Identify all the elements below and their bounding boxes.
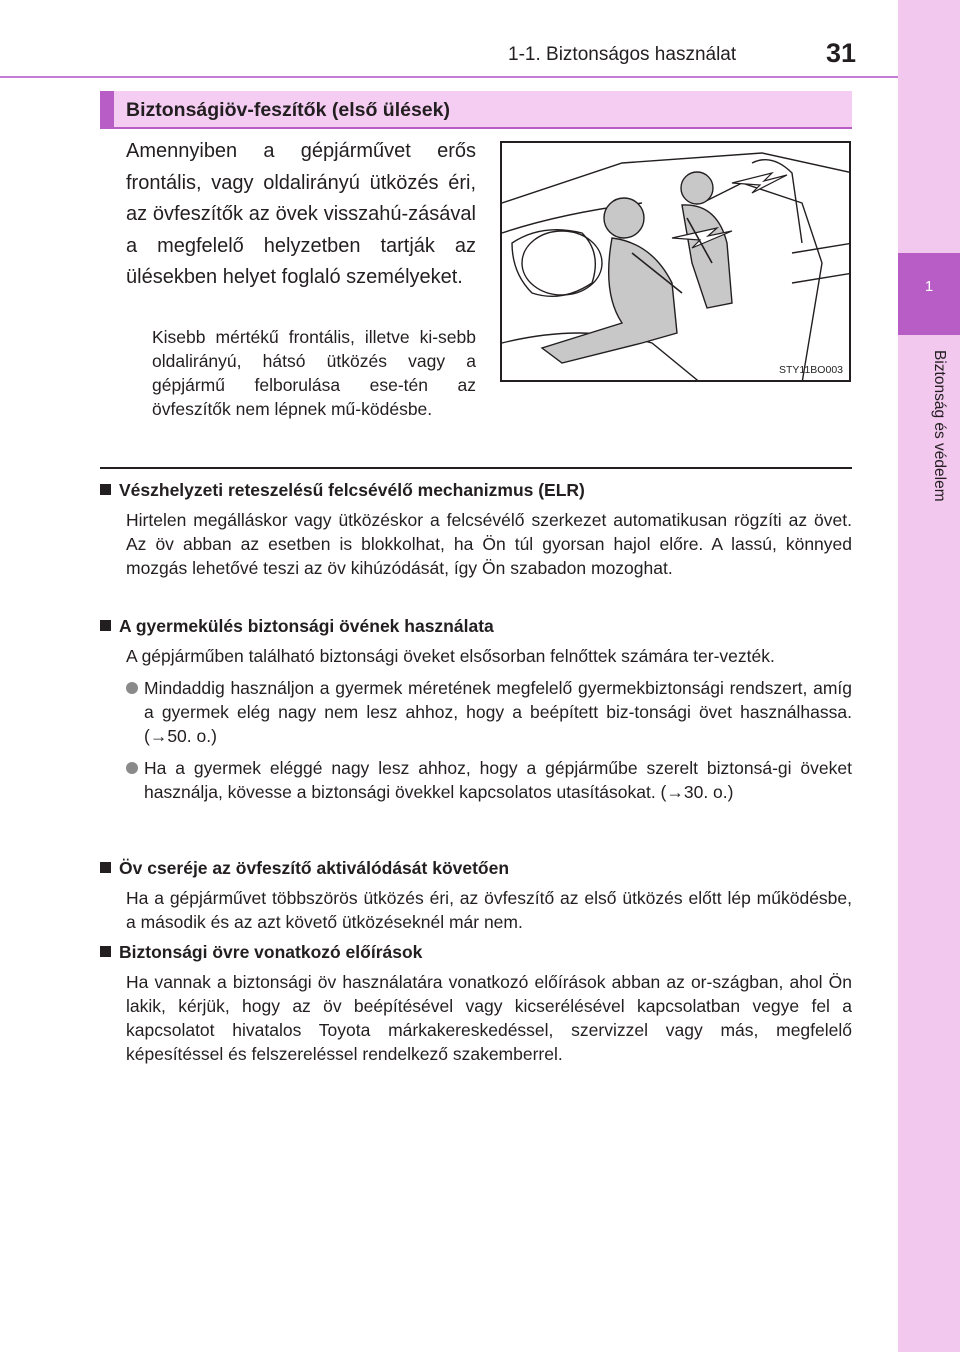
section-text: A gépjárműben található biztonsági öveket elsősorban felnőttek számára ter-vezték. [126,646,775,666]
square-bullet-icon [100,620,111,631]
pretensioner-illustration [500,141,851,382]
box-title-bar [100,91,852,129]
chapter-sidebar [898,0,960,1352]
square-bullet-icon [100,484,111,495]
list-item [126,676,852,748]
list-item [126,756,852,804]
square-bullet-icon [100,946,111,957]
figure-code: STY11BO003 [778,364,843,376]
section-child-seat [100,614,852,804]
list-item-text: Mindaddig használjon a gyermek méretének megfelelő gyermekbiztonsági rendszert, amíg a gyermek elég nagy nem lesz ahhoz, hogy a beépített biz-tonsági övet használhassa. (→50. o.) [144,678,852,746]
box-title: Biztonságiöv-feszítők (első ülések) [126,99,450,121]
section-heading [100,940,852,964]
section-elr [100,478,852,580]
car-interior-drawing [502,143,851,382]
section-regulations [100,940,852,1066]
section-replacement [100,856,852,934]
square-bullet-icon [100,862,111,873]
section-heading [100,478,852,502]
header-rule [0,76,898,78]
list-item-text: Ha a gyermek eléggé nagy lesz ahhoz, hogy a gépjárműbe szerelt biztonsá-gi öveket használja, kövesse a biztonsági övekkel kapcsolatos utasításokat. (→30. o.) [144,758,852,802]
section-title: 1-1. Biztonságos használat [508,44,737,65]
section-heading-text: A gyermekülés biztonsági övének használata [119,616,494,636]
section-heading [100,614,852,638]
chapter-number: 1 [924,278,934,295]
section-text: Hirtelen megálláskor vagy ütközéskor a felcsévélő szerkezet automatikusan rögzíti az övet. Az öv abban az esetben is blokkolhat, ha Ön túl gyorsan hajol előre. A lassú, könnyed mozgás lehetővé teszi az öv kihúzódását, így Ön szabadon mozoghat. [126,510,852,578]
round-bullet-icon [126,762,138,774]
section-heading-text: Vészhelyzeti reteszelésű felcsévélő mechanizmus (ELR) [119,480,585,500]
round-bullet-icon [126,682,138,694]
section-text: Ha vannak a biztonsági öv használatára vonatkozó előírások abban az or-szágban, ahol Ön lakik, kérjük, hogy az öv beépítésével vagy kicserélésével kapcsolatban vegye fel a kapcsolatot hivatalos Toyota márkakereskedéssel, szervizzel vagy más, megfelelő képesítéssel és felszereléssel rendelkező szakemberrel. [126,972,852,1064]
intro-note: Kisebb mértékű frontális, illetve ki-sebb oldalirányú, hátsó ütközés vagy a gépjármű felborulása ese-tén az övfeszítők nem lépnek mű-ködésbe. [152,327,476,419]
section-heading-text: Öv cseréje az övfeszítő aktiválódását követően [119,858,510,878]
intro-paragraph: Amennyiben a gépjárművet erős frontális, vagy oldalirányú ütközés éri, az övfeszítők az övek visszahú-zásával a megfelelő helyzetben tartják az ülésekben helyet foglaló személyeket. [126,140,476,289]
section-heading-text: Biztonsági övre vonatkozó előírások [119,942,423,962]
section-heading [100,856,852,880]
section-divider [100,467,852,469]
chapter-title: Biztonság és védelem [931,350,948,502]
section-text: Ha a gépjárművet többszörös ütközés éri, az övfeszítő az első ütközés előtt lép működésbe, a második és az azt követő ütközéseknél már nem. [126,888,852,932]
page-number: 31 [826,38,857,68]
